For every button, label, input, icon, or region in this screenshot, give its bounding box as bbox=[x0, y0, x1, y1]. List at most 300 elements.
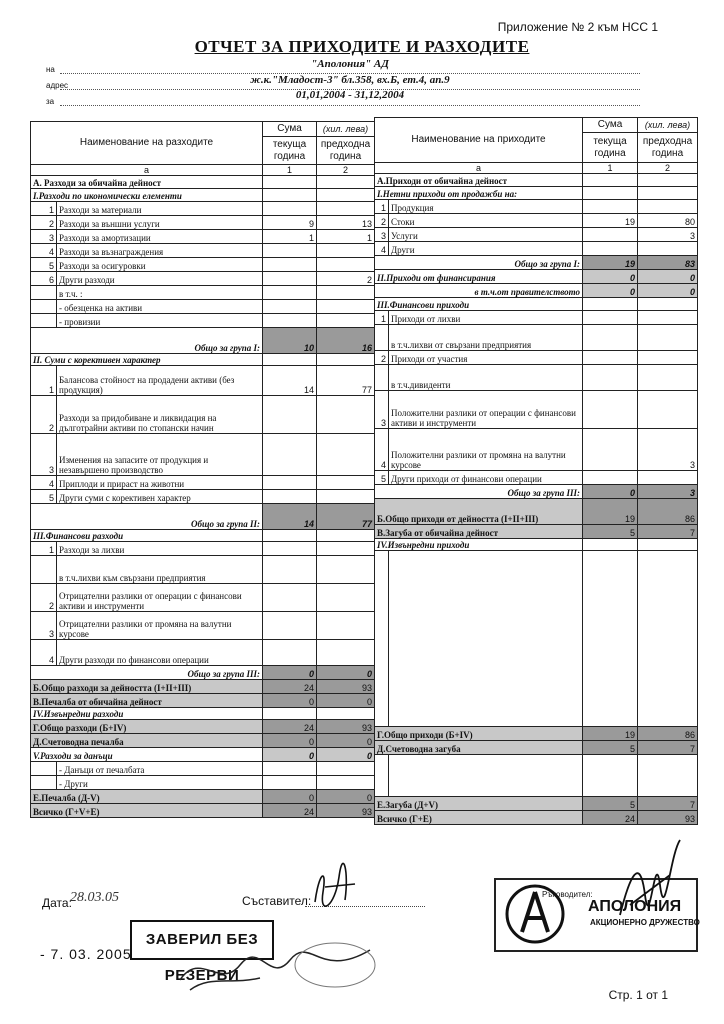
row-label: Отрицателни разлики от операции с финансови активи и инструменти bbox=[57, 584, 263, 612]
previous-year-value: 3 bbox=[638, 228, 698, 242]
previous-year-value: 13 bbox=[317, 216, 375, 230]
date-value: 28.03.05 bbox=[70, 890, 119, 905]
expenses-row bbox=[31, 176, 375, 189]
current-year-value bbox=[583, 200, 638, 214]
row-index: 5 bbox=[31, 490, 57, 504]
previous-year-value bbox=[317, 176, 375, 189]
previous-year-value bbox=[638, 325, 698, 351]
previous-year-value bbox=[638, 187, 698, 200]
income-row bbox=[375, 187, 698, 200]
period-line bbox=[60, 105, 640, 106]
previous-year-value bbox=[317, 476, 375, 490]
income-row bbox=[375, 351, 698, 365]
current-year-value: 5 bbox=[583, 525, 638, 539]
row-index: 3 bbox=[31, 434, 57, 476]
row-label: А. Разходи за обичайна дейност bbox=[31, 176, 263, 189]
row-label: в т.ч.дивиденти bbox=[389, 365, 583, 391]
row-index: 5 bbox=[31, 258, 57, 272]
expenses-row bbox=[31, 189, 375, 202]
row-label: Разходи за осигуровки bbox=[57, 258, 263, 272]
current-year-value: 24 bbox=[263, 680, 317, 694]
expenses-row bbox=[31, 680, 375, 694]
row-label: в т.ч.лихви от свързани предприятия bbox=[389, 325, 583, 351]
row-label: Други приходи от финансови операции bbox=[389, 471, 583, 485]
income-row bbox=[375, 391, 698, 429]
current-year-value bbox=[263, 354, 317, 366]
row-index: 1 bbox=[375, 311, 389, 325]
label-na: на bbox=[46, 65, 55, 74]
expenses-row bbox=[31, 790, 375, 804]
income-row bbox=[375, 325, 698, 351]
previous-year-value bbox=[638, 298, 698, 311]
expenses-row bbox=[31, 202, 375, 216]
current-year-value bbox=[263, 286, 317, 300]
current-year-value: 19 bbox=[583, 727, 638, 741]
row-label: Е.Загуба (Д+V) bbox=[375, 797, 583, 811]
expenses-row bbox=[31, 354, 375, 366]
current-year-value bbox=[583, 174, 638, 187]
stamp-date: - 7. 03. 2005 bbox=[40, 946, 132, 962]
income-row bbox=[375, 811, 698, 825]
current-year-value: 24 bbox=[263, 804, 317, 818]
previous-year-value: 77 bbox=[317, 504, 375, 530]
previous-year-value bbox=[317, 530, 375, 542]
row-index bbox=[31, 300, 57, 314]
income-row bbox=[375, 429, 698, 471]
expenses-row bbox=[31, 476, 375, 490]
page-number: Стр. 1 от 1 bbox=[608, 988, 668, 1002]
current-year-value bbox=[263, 314, 317, 328]
current-year-value bbox=[263, 300, 317, 314]
compiler-line bbox=[305, 906, 425, 907]
current-year-value bbox=[583, 539, 638, 551]
row-label bbox=[389, 551, 583, 727]
row-index: 1 bbox=[375, 200, 389, 214]
row-label: Други суми с корективен характер bbox=[57, 490, 263, 504]
company-name: "Аполония" АД bbox=[311, 58, 389, 70]
row-label: Приплоди и прираст на животни bbox=[57, 476, 263, 490]
current-year-value bbox=[263, 176, 317, 189]
row-label: Е.Печалба (Д-V) bbox=[31, 790, 263, 804]
row-index: 1 bbox=[31, 202, 57, 216]
income-row bbox=[375, 284, 698, 298]
current-year-value: 0 bbox=[263, 694, 317, 708]
expenses-row bbox=[31, 556, 375, 584]
expenses-row bbox=[31, 748, 375, 762]
row-label: в т.ч.лихви към свързани предприятия bbox=[57, 556, 263, 584]
income-row bbox=[375, 797, 698, 811]
report-period: 01,01,2004 - 31,12,2004 bbox=[295, 89, 405, 101]
row-index: 2 bbox=[31, 584, 57, 612]
col-2: 2 bbox=[317, 165, 375, 176]
expenses-row bbox=[31, 666, 375, 680]
previous-year-value: 93 bbox=[317, 720, 375, 734]
current-year-value: 0 bbox=[263, 790, 317, 804]
row-label: Приходи от участия bbox=[389, 351, 583, 365]
income-row bbox=[375, 270, 698, 284]
previous-year-value bbox=[317, 314, 375, 328]
current-year-value: 0 bbox=[263, 666, 317, 680]
company-address: ж.к."Младост-3" бл.358, вх.Б, ет.4, ап.9 bbox=[250, 74, 450, 86]
row-label: V.Разходи за данъци bbox=[31, 748, 263, 762]
current-year-value: 0 bbox=[263, 734, 317, 748]
row-label: Г.Общо разходи (Б+IV) bbox=[31, 720, 263, 734]
row-label: IV.Извънредни разходи bbox=[31, 708, 263, 720]
current-year-value bbox=[583, 311, 638, 325]
previous-year-value: 7 bbox=[638, 741, 698, 755]
row-index bbox=[31, 762, 57, 776]
current-year-value bbox=[583, 429, 638, 471]
row-label: Други bbox=[389, 242, 583, 256]
row-index: 2 bbox=[31, 396, 57, 434]
previous-year-value bbox=[317, 300, 375, 314]
current-year-value: 0 bbox=[583, 270, 638, 284]
expenses-row bbox=[31, 504, 375, 530]
previous-year-value bbox=[638, 391, 698, 429]
current-year-value: 5 bbox=[583, 797, 638, 811]
row-label: Стоки bbox=[389, 214, 583, 228]
income-row bbox=[375, 228, 698, 242]
previous-year-value bbox=[317, 396, 375, 434]
expenses-row bbox=[31, 612, 375, 640]
previous-year-value: 0 bbox=[317, 734, 375, 748]
row-label: Разходи за възнаграждения bbox=[57, 244, 263, 258]
previous-year-value: 86 bbox=[638, 499, 698, 525]
current-year-value bbox=[583, 755, 638, 797]
row-label: Изменения на запасите от продукция и незавършено производство bbox=[57, 434, 263, 476]
expenses-row bbox=[31, 244, 375, 258]
row-label: - Данъци от печалбата bbox=[57, 762, 263, 776]
current-year-value bbox=[583, 228, 638, 242]
previous-year-value bbox=[638, 174, 698, 187]
row-index bbox=[31, 314, 57, 328]
previous-year-value: 1 bbox=[317, 230, 375, 244]
previous-year-value bbox=[317, 286, 375, 300]
expenses-row bbox=[31, 366, 375, 396]
compiler-label: Съставител: bbox=[242, 894, 312, 908]
row-index: 4 bbox=[31, 244, 57, 258]
row-label: Разходи за външни услуги bbox=[57, 216, 263, 230]
current-year-value: 0 bbox=[583, 284, 638, 298]
previous-year-value: 3 bbox=[638, 485, 698, 499]
income-col-1: 1 bbox=[583, 163, 638, 174]
previous-year-value bbox=[638, 311, 698, 325]
income-row bbox=[375, 298, 698, 311]
label-period: за bbox=[46, 97, 55, 106]
current-year-value bbox=[263, 272, 317, 286]
previous-year-value bbox=[638, 539, 698, 551]
current-year-value bbox=[263, 762, 317, 776]
previous-year-value: 77 bbox=[317, 366, 375, 396]
expenses-row bbox=[31, 286, 375, 300]
expenses-row bbox=[31, 694, 375, 708]
previous-year-value bbox=[638, 471, 698, 485]
row-label: Б.Общо приходи от дейността (I+II+III) bbox=[375, 499, 583, 525]
income-row bbox=[375, 741, 698, 755]
previous-year-value: 83 bbox=[638, 256, 698, 270]
row-index bbox=[31, 286, 57, 300]
previous-year-value bbox=[638, 755, 698, 797]
previous-year-value: 0 bbox=[638, 270, 698, 284]
current-year-value: 0 bbox=[263, 748, 317, 762]
expenses-row bbox=[31, 314, 375, 328]
income-row bbox=[375, 174, 698, 187]
current-year-value bbox=[263, 396, 317, 434]
expenses-row bbox=[31, 734, 375, 748]
row-label: в т.ч. : bbox=[57, 286, 263, 300]
row-label: Положителни разлики от промяна на валутни курсове bbox=[389, 429, 583, 471]
row-index bbox=[375, 365, 389, 391]
current-year-value bbox=[583, 351, 638, 365]
previous-year-value bbox=[317, 776, 375, 790]
previous-year-value bbox=[317, 202, 375, 216]
previous-year-value: 80 bbox=[638, 214, 698, 228]
income-current-year-header: текуща година bbox=[583, 133, 638, 163]
expenses-row bbox=[31, 396, 375, 434]
col-a: а bbox=[31, 165, 263, 176]
current-year-value: 19 bbox=[583, 256, 638, 270]
current-year-value: 1 bbox=[263, 230, 317, 244]
current-year-value bbox=[263, 542, 317, 556]
income-row bbox=[375, 755, 698, 797]
row-label: Общо за група II: bbox=[31, 504, 263, 530]
row-label: Разходи за придобиване и ликвидация на дълготрайни активи по стопански начин bbox=[57, 396, 263, 434]
row-index: 3 bbox=[31, 612, 57, 640]
income-row bbox=[375, 242, 698, 256]
expenses-row bbox=[31, 434, 375, 476]
previous-year-value bbox=[317, 612, 375, 640]
current-year-value: 14 bbox=[263, 504, 317, 530]
current-year-value bbox=[263, 434, 317, 476]
row-label: Балансова стойност на продадени активи (без продукция) bbox=[57, 366, 263, 396]
row-label: - провизии bbox=[57, 314, 263, 328]
row-label: Всичко (Г+V+Е) bbox=[31, 804, 263, 818]
previous-year-value bbox=[317, 708, 375, 720]
row-label: Общо за група I: bbox=[31, 328, 263, 354]
income-row bbox=[375, 214, 698, 228]
previous-year-value: 0 bbox=[317, 790, 375, 804]
current-year-value bbox=[263, 244, 317, 258]
current-year-value bbox=[583, 471, 638, 485]
row-index: 6 bbox=[31, 272, 57, 286]
previous-year-value: 7 bbox=[638, 797, 698, 811]
previous-year-value bbox=[317, 584, 375, 612]
row-label: в т.ч.от правителството bbox=[375, 284, 583, 298]
previous-year-value bbox=[638, 200, 698, 214]
current-year-value bbox=[263, 708, 317, 720]
current-year-value: 10 bbox=[263, 328, 317, 354]
row-label: IV.Извънредни приходи bbox=[375, 539, 583, 551]
expenses-row bbox=[31, 216, 375, 230]
current-year-value bbox=[583, 365, 638, 391]
income-row bbox=[375, 539, 698, 551]
row-label: Всичко (Г+Е) bbox=[375, 811, 583, 825]
income-sum-header: Сума bbox=[583, 118, 638, 133]
expenses-row bbox=[31, 490, 375, 504]
row-label: Общо за група III: bbox=[31, 666, 263, 680]
current-year-value bbox=[583, 298, 638, 311]
current-year-value bbox=[263, 202, 317, 216]
compiler-signature bbox=[305, 862, 365, 912]
previous-year-value bbox=[317, 490, 375, 504]
row-label: I.Разходи по икономически елементи bbox=[31, 189, 263, 202]
row-index: 2 bbox=[375, 351, 389, 365]
row-index: 3 bbox=[375, 391, 389, 429]
previous-year-value bbox=[317, 244, 375, 258]
current-year-value bbox=[263, 530, 317, 542]
expenses-name-header: Наименование на разходите bbox=[31, 122, 263, 165]
row-label: Продукция bbox=[389, 200, 583, 214]
expenses-row bbox=[31, 272, 375, 286]
income-row bbox=[375, 499, 698, 525]
income-row bbox=[375, 311, 698, 325]
row-index bbox=[375, 325, 389, 351]
current-year-value: 5 bbox=[583, 741, 638, 755]
col-1: 1 bbox=[263, 165, 317, 176]
current-year-value: 24 bbox=[263, 720, 317, 734]
row-label: Отрицателни разлики от промяна на валутни курсове bbox=[57, 612, 263, 640]
row-label: Други разходи по финансови операции bbox=[57, 640, 263, 666]
previous-year-value: 0 bbox=[317, 748, 375, 762]
sum-header: Сума bbox=[263, 122, 317, 137]
current-year-value bbox=[583, 187, 638, 200]
report-title: ОТЧЕТ ЗА ПРИХОДИТЕ И РАЗХОДИТЕ bbox=[194, 37, 530, 56]
row-label: III.Финансови приходи bbox=[375, 298, 583, 311]
current-year-value: 14 bbox=[263, 366, 317, 396]
row-index: 4 bbox=[31, 640, 57, 666]
row-label: В.Печалба от обичайна дейност bbox=[31, 694, 263, 708]
income-table bbox=[374, 117, 698, 825]
unit-header: (хил. лева) bbox=[317, 122, 375, 137]
row-label: III.Финансови разходи bbox=[31, 530, 263, 542]
income-col-2: 2 bbox=[638, 163, 698, 174]
expenses-row bbox=[31, 762, 375, 776]
current-year-value bbox=[263, 189, 317, 202]
current-year-value bbox=[263, 584, 317, 612]
previous-year-value bbox=[317, 640, 375, 666]
income-row bbox=[375, 485, 698, 499]
income-previous-year-header: предходна година bbox=[638, 133, 698, 163]
current-year-value: 9 bbox=[263, 216, 317, 230]
row-index bbox=[375, 551, 389, 727]
current-year-value: 0 bbox=[583, 485, 638, 499]
income-name-header: Наименование на приходите bbox=[375, 118, 583, 163]
row-label: I.Нетни приходи от продажби на: bbox=[375, 187, 583, 200]
previous-year-value bbox=[638, 242, 698, 256]
previous-year-value bbox=[638, 351, 698, 365]
row-index bbox=[31, 776, 57, 790]
row-index: 2 bbox=[31, 216, 57, 230]
previous-year-value bbox=[317, 556, 375, 584]
current-year-value bbox=[583, 551, 638, 727]
previous-year-value: 0 bbox=[317, 694, 375, 708]
current-year-value bbox=[263, 556, 317, 584]
label-address: адрес bbox=[46, 81, 69, 90]
expenses-row bbox=[31, 804, 375, 818]
current-year-value: 24 bbox=[583, 811, 638, 825]
current-year-value bbox=[583, 242, 638, 256]
expenses-row bbox=[31, 720, 375, 734]
expenses-row bbox=[31, 542, 375, 556]
previous-year-value: 86 bbox=[638, 727, 698, 741]
row-label: Общо за група I: bbox=[375, 256, 583, 270]
previous-year-value: 93 bbox=[317, 804, 375, 818]
income-row bbox=[375, 525, 698, 539]
previous-year-value bbox=[317, 354, 375, 366]
row-index: 4 bbox=[375, 429, 389, 471]
row-index: 1 bbox=[31, 542, 57, 556]
current-year-value: 19 bbox=[583, 499, 638, 525]
row-index: 2 bbox=[375, 214, 389, 228]
row-label: Услуги bbox=[389, 228, 583, 242]
seal-company-type: АКЦИОНЕРНО ДРУЖЕСТВО bbox=[590, 918, 700, 927]
expenses-row bbox=[31, 640, 375, 666]
expenses-row bbox=[31, 258, 375, 272]
previous-year-value bbox=[638, 365, 698, 391]
current-year-value bbox=[263, 258, 317, 272]
current-year-value bbox=[263, 476, 317, 490]
income-row bbox=[375, 365, 698, 391]
row-label: Д.Счетоводна загуба bbox=[375, 741, 583, 755]
income-row bbox=[375, 471, 698, 485]
row-label: II. Суми с корективен характер bbox=[31, 354, 263, 366]
row-label: А.Приходи от обичайна дейност bbox=[375, 174, 583, 187]
previous-year-value bbox=[317, 258, 375, 272]
previous-year-value bbox=[638, 551, 698, 727]
income-row bbox=[375, 256, 698, 270]
previous-year-value bbox=[317, 434, 375, 476]
income-unit-header: (хил. лева) bbox=[638, 118, 698, 133]
row-index: 5 bbox=[375, 471, 389, 485]
current-year-value bbox=[263, 612, 317, 640]
income-row bbox=[375, 551, 698, 727]
row-label: Разходи за амортизации bbox=[57, 230, 263, 244]
current-year-header: текуща година bbox=[263, 137, 317, 165]
row-label: Разходи за лихви bbox=[57, 542, 263, 556]
previous-year-value: 0 bbox=[317, 666, 375, 680]
current-year-value bbox=[583, 325, 638, 351]
seal-company-name: АПОЛОНИЯ bbox=[588, 898, 682, 915]
row-label: II.Приходи от финансирания bbox=[375, 270, 583, 284]
row-label bbox=[389, 755, 583, 797]
row-label: Приходи от лихви bbox=[389, 311, 583, 325]
appendix-note: Приложение № 2 към НСС 1 bbox=[497, 20, 658, 34]
previous-year-value bbox=[317, 189, 375, 202]
previous-year-value: 0 bbox=[638, 284, 698, 298]
income-col-a: а bbox=[375, 163, 583, 174]
current-year-value bbox=[263, 776, 317, 790]
current-year-value bbox=[263, 640, 317, 666]
expenses-row bbox=[31, 230, 375, 244]
income-row bbox=[375, 727, 698, 741]
expenses-table bbox=[30, 121, 375, 818]
row-index: 1 bbox=[31, 366, 57, 396]
row-index bbox=[375, 755, 389, 797]
row-label: Г.Общо приходи (Б+IV) bbox=[375, 727, 583, 741]
expenses-row bbox=[31, 708, 375, 720]
row-label: Б.Общо разходи за дейността (I+II+III) bbox=[31, 680, 263, 694]
expenses-row bbox=[31, 328, 375, 354]
current-year-value bbox=[263, 490, 317, 504]
previous-year-value: 93 bbox=[317, 680, 375, 694]
date-label: Дата: bbox=[42, 896, 72, 910]
current-year-value: 19 bbox=[583, 214, 638, 228]
seal-manager-label: Ръководител: bbox=[542, 890, 593, 899]
previous-year-value: 7 bbox=[638, 525, 698, 539]
row-label: - обезценка на активи bbox=[57, 300, 263, 314]
row-label: - Други bbox=[57, 776, 263, 790]
row-label: Положителни разлики от операции с финансови активи и инструменти bbox=[389, 391, 583, 429]
